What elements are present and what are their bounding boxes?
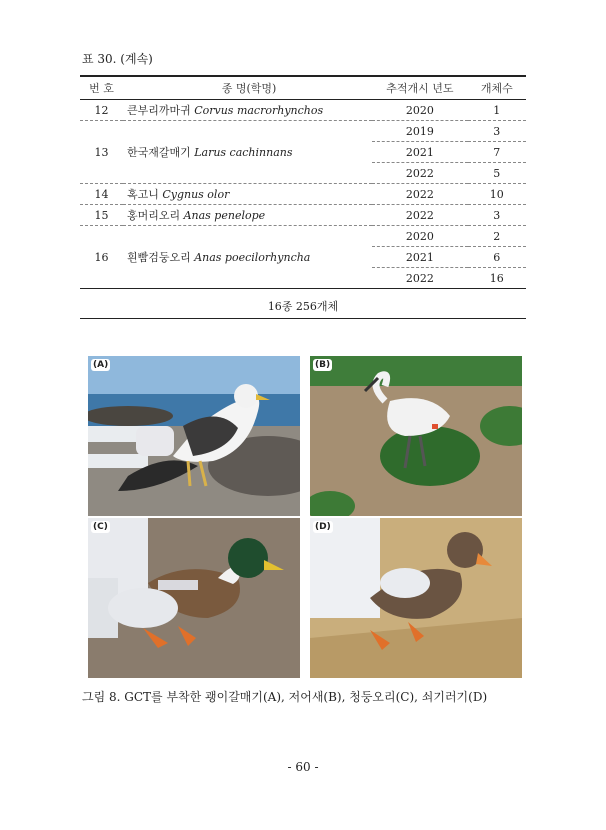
row-count: 3 xyxy=(468,121,526,142)
photo-spoonbill xyxy=(310,356,522,516)
photo-label: (B) xyxy=(315,360,331,370)
row-no: 12 xyxy=(80,100,123,121)
row-year: 2020 xyxy=(372,100,468,121)
row-count: 7 xyxy=(468,142,526,163)
row-year: 2022 xyxy=(372,163,468,184)
row-count: 10 xyxy=(468,184,526,205)
photo-label: (D) xyxy=(315,522,331,532)
row-year: 2019 xyxy=(372,121,468,142)
row-no: 16 xyxy=(80,226,123,289)
photo-label: (C) xyxy=(93,522,108,532)
photo-goose xyxy=(310,518,522,678)
header-count: 개체수 xyxy=(468,76,526,100)
photo-gull xyxy=(88,356,300,516)
row-species: 큰부리까마귀 Corvus macrorhynchos xyxy=(123,100,372,121)
header-species: 종 명(학명) xyxy=(123,76,372,100)
row-species: 홍머리오리 Anas penelope xyxy=(123,205,372,226)
table-total: 16종 256개체 xyxy=(80,296,526,319)
header-no: 번 호 xyxy=(80,76,123,100)
table-row xyxy=(80,205,526,226)
row-count: 5 xyxy=(468,163,526,184)
photo-label: (A) xyxy=(93,360,109,370)
row-count: 3 xyxy=(468,205,526,226)
table-row xyxy=(80,226,526,247)
table-header-row xyxy=(80,76,526,100)
row-count: 6 xyxy=(468,247,526,268)
row-year: 2020 xyxy=(372,226,468,247)
table-caption: 표 30. (계속) xyxy=(82,52,153,66)
row-no: 14 xyxy=(80,184,123,205)
header-year: 추적개시 년도 xyxy=(372,76,468,100)
row-count: 16 xyxy=(468,268,526,289)
row-year: 2022 xyxy=(372,184,468,205)
row-year: 2022 xyxy=(372,268,468,289)
row-species: 흰빰검둥오리 Anas poecilorhyncha xyxy=(123,226,372,289)
table-row xyxy=(80,100,526,121)
page-number: - 60 - xyxy=(287,760,319,774)
row-count: 1 xyxy=(468,100,526,121)
row-year: 2021 xyxy=(372,142,468,163)
row-species: 혹고니 Cygnus olor xyxy=(123,184,372,205)
tracking-table xyxy=(80,75,526,289)
table-row xyxy=(80,121,526,142)
row-year: 2021 xyxy=(372,247,468,268)
row-no: 15 xyxy=(80,205,123,226)
row-species: 한국재갈매기 Larus cachinnans xyxy=(123,121,372,184)
row-count: 2 xyxy=(468,226,526,247)
table-row xyxy=(80,184,526,205)
photo-mallard xyxy=(88,518,300,678)
figure-caption: 그림 8. GCT를 부착한 괭이갈매기(A), 저어새(B), 청둥오리(C), 쇠기러기(D) xyxy=(82,690,488,704)
row-year: 2022 xyxy=(372,205,468,226)
row-no: 13 xyxy=(80,121,123,184)
